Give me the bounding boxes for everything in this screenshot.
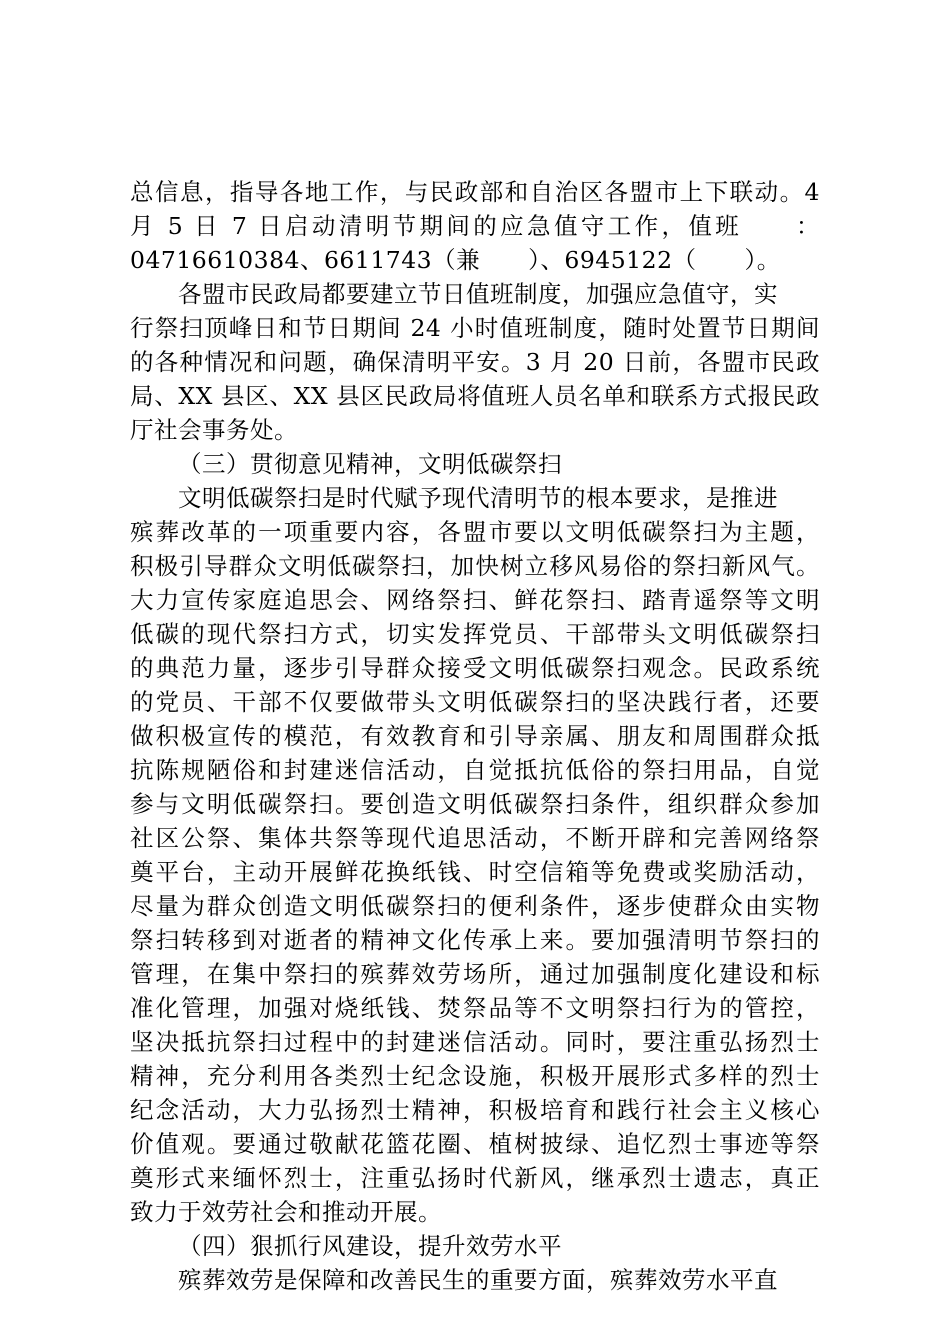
text-line: 准化管理，加强对烧纸钱、焚祭品等不文明祭扫行为的管控， <box>130 994 820 1022</box>
text-line: 各盟市民政局都要建立节日值班制度，加强应急值守，实 <box>178 280 778 308</box>
text-line: 精神，充分利用各类烈士纪念设施，积极开展形式多样的烈士 <box>130 1062 820 1090</box>
text-line: 致力于效劳社会和推动开展。 <box>130 1198 442 1226</box>
section-heading: （三）贯彻意见精神，文明低碳祭扫 <box>178 450 562 478</box>
section-heading: （四）狠抓行风建设，提升效劳水平 <box>178 1232 562 1260</box>
text-line: 价值观。要通过敬献花篮花圈、植树披绿、追忆烈士事迹等祭 <box>130 1130 820 1158</box>
text-line: 积极引导群众文明低碳祭扫，加快树立移风易俗的祭扫新风气。 <box>130 552 820 580</box>
text-line: 大力宣传家庭追思会、网络祭扫、鲜花祭扫、踏青遥祭等文明 <box>130 586 820 614</box>
text-line: 的党员、干部不仅要做带头文明低碳祭扫的坚决践行者，还要 <box>130 688 820 716</box>
text-line: 局、XX 县区、XX 县区民政局将值班人员名单和联系方式报民政 <box>130 382 820 410</box>
text-line: 管理，在集中祭扫的殡葬效劳场所，通过加强制度化建设和标 <box>130 960 820 988</box>
text-line: 的典范力量，逐步引导群众接受文明低碳祭扫观念。民政系统 <box>130 654 820 682</box>
text-line: 厅社会事务处。 <box>130 416 298 444</box>
text-line: 04716610384、6611743（兼 ）、6945122（ ）。 <box>130 246 781 274</box>
text-line: 做积极宣传的模范，有效教育和引导亲属、朋友和周围群众抵 <box>130 722 820 750</box>
text-line: 殡葬改革的一项重要内容，各盟市要以文明低碳祭扫为主题， <box>130 518 820 546</box>
text-line: 社区公祭、集体共祭等现代追思活动，不断开辟和完善网络祭 <box>130 824 820 852</box>
text-line: 殡葬效劳是保障和改善民生的重要方面，殡葬效劳水平直 <box>178 1266 778 1294</box>
text-line: 奠平台，主动开展鲜花换纸钱、时空信箱等免费或奖励活动， <box>130 858 820 886</box>
text-line: 的各种情况和问题，确保清明平安。3 月 20 日前，各盟市民政 <box>130 348 820 376</box>
text-line: 祭扫转移到对逝者的精神文化传承上来。要加强清明节祭扫的 <box>130 926 820 954</box>
text-line: 参与文明低碳祭扫。要创造文明低碳祭扫条件，组织群众参加 <box>130 790 820 818</box>
text-line: 低碳的现代祭扫方式，切实发挥党员、干部带头文明低碳祭扫 <box>130 620 820 648</box>
text-line: 坚决抵抗祭扫过程中的封建迷信活动。同时，要注重弘扬烈士 <box>130 1028 820 1056</box>
text-line: 奠形式来缅怀烈士，注重弘扬时代新风，继承烈士遗志，真正 <box>130 1164 820 1192</box>
text-line: 尽量为群众创造文明低碳祭扫的便利条件，逐步使群众由实物 <box>130 892 820 920</box>
text-line: 总信息，指导各地工作，与民政部和自治区各盟市上下联动。4 <box>130 178 820 206</box>
text-line: 行祭扫顶峰日和节日期间 24 小时值班制度，随时处置节日期间 <box>130 314 820 342</box>
text-line: 抗陈规陋俗和封建迷信活动，自觉抵抗低俗的祭扫用品，自觉 <box>130 756 820 784</box>
text-line: 月 5 日 7 日启动清明节期间的应急值守工作，值班 ： <box>130 212 820 240</box>
text-line: 纪念活动，大力弘扬烈士精神，积极培育和践行社会主义核心 <box>130 1096 820 1124</box>
text-line: 文明低碳祭扫是时代赋予现代清明节的根本要求，是推进 <box>178 484 778 512</box>
